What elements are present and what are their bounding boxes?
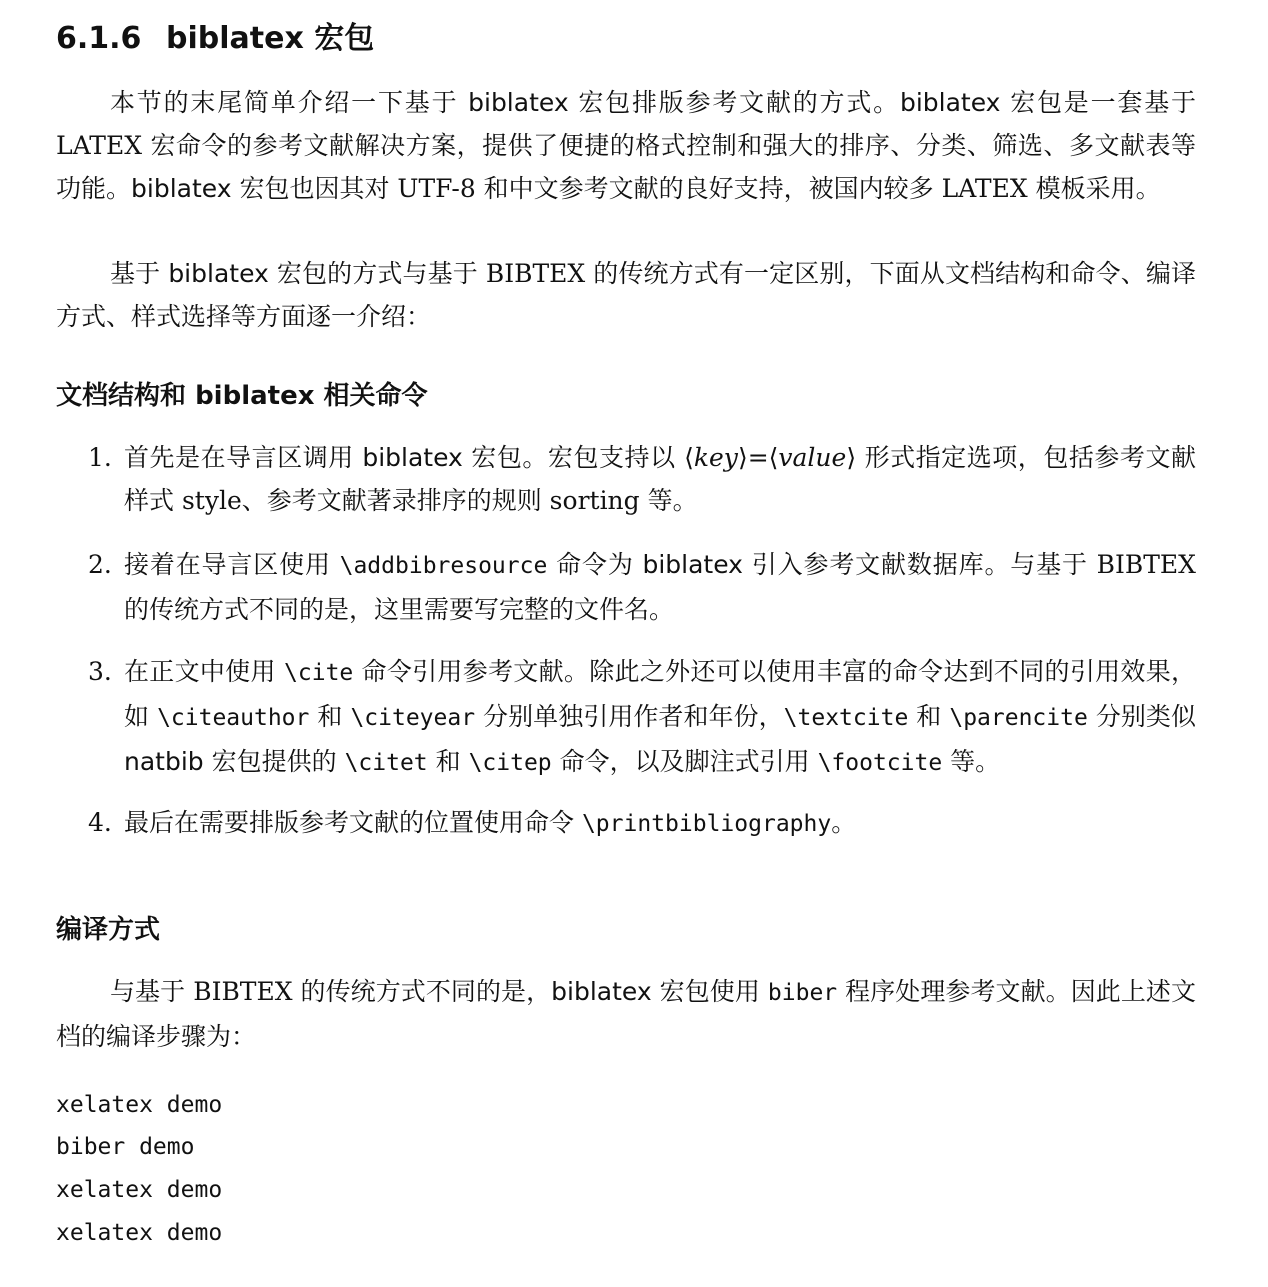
code-command: \citeauthor xyxy=(157,705,310,731)
section-title: biblatex 宏包 xyxy=(166,21,375,56)
text-run: 接着在导言区使用 xyxy=(124,550,340,579)
code-line: xelatex demo xyxy=(56,1092,223,1118)
text-run: 命令引用参考文献。除此之外还可以使用丰富的命令达到不同的引用效果，如 xyxy=(124,657,1197,731)
text-run: 宏包是一套基于 LATEX 宏命令的参考文献解决方案，提供了便捷的格式控制和强大的排序、分类、筛选、多文献表等功能。 xyxy=(56,88,1196,203)
list-item-text xyxy=(124,543,1196,631)
text-run: 首先是在导言区调用 xyxy=(124,443,363,472)
code-command: \cite xyxy=(284,660,354,686)
text-run: 宏包的方式与基于 BIBTEX 的传统方式有一定区别，下面从文档结构和命令、编译方式、样式选择等方面逐一介绍： xyxy=(56,259,1197,331)
text-run: 最后在需要排版参考文献的位置使用命令 xyxy=(124,808,582,837)
text-run: 文档结构和 xyxy=(56,381,196,411)
text-run: 与基于 BIBTEX 的传统方式不同的是， xyxy=(110,977,552,1006)
package-name: biblatex xyxy=(642,550,743,579)
package-name: natbib xyxy=(124,747,204,776)
code-command: \citet xyxy=(344,750,428,776)
intro-paragraph-2 xyxy=(56,252,1196,338)
text-run: 基于 xyxy=(110,259,169,288)
list-item xyxy=(88,436,1196,522)
list-item-text xyxy=(124,650,1196,785)
text-run: ⟩ 形式指定选项，包括参考文献样式 style、参考文献著录排序的规则 sorting 等。 xyxy=(124,443,1197,515)
text-run: 程序处理参考文献。因此上述文档的编译步骤为： xyxy=(56,977,1196,1051)
code-line: xelatex demo xyxy=(56,1177,223,1203)
list-item-text xyxy=(124,436,1196,522)
text-run: 。 xyxy=(831,808,857,837)
text-run: 命令为 xyxy=(547,550,643,579)
code-command: \parencite xyxy=(949,705,1088,731)
code-command: \addbibresource xyxy=(339,553,548,579)
package-name: biblatex xyxy=(131,174,232,203)
package-name: biblatex xyxy=(468,88,569,117)
text-run: 宏包也因其对 UTF-8 和中文参考文献的良好支持，被国内较多 LATEX 模板采用。 xyxy=(231,174,1161,203)
text-run: 等。 xyxy=(942,747,1001,776)
text-run: 分别类似 xyxy=(1087,702,1196,731)
text-run: 宏包使用 xyxy=(651,977,768,1006)
package-name: biblatex xyxy=(168,259,269,288)
text-run: 宏包提供的 xyxy=(203,747,345,776)
text-run: 和 xyxy=(309,702,351,731)
list-marker: 4. xyxy=(88,808,112,837)
text-run: 本节的末尾简单介绍一下基于 xyxy=(110,88,469,117)
code-command: \footcite xyxy=(817,750,943,776)
list-marker: 2. xyxy=(88,550,112,579)
text-run: 和 xyxy=(908,702,950,731)
compile-paragraph xyxy=(56,970,1196,1058)
subsection-heading-compile: 编译方式 xyxy=(56,915,161,945)
intro-paragraph-1 xyxy=(56,81,1196,210)
text-run: 宏包。宏包支持以 ⟨ xyxy=(462,443,694,472)
package-name: biblatex xyxy=(362,443,463,472)
text-run: ⟩=⟨ xyxy=(737,443,779,472)
section-heading xyxy=(56,18,374,60)
section-number: 6.1.6 xyxy=(56,21,142,56)
code-command: \textcite xyxy=(783,705,909,731)
list-marker: 3. xyxy=(88,657,112,686)
code-line: xelatex demo xyxy=(56,1220,223,1246)
code-command: \citep xyxy=(468,750,552,776)
code-line: biber demo xyxy=(56,1134,195,1160)
text-run: 宏包排版参考文献的方式。 xyxy=(568,88,900,117)
list-item-text xyxy=(124,801,1196,846)
placeholder-term: value xyxy=(778,443,847,472)
text-run: 在正文中使用 xyxy=(124,657,285,686)
package-name: biblatex xyxy=(551,977,652,1006)
text-run: 和 xyxy=(427,747,469,776)
package-name: biblatex xyxy=(195,381,315,411)
list-item xyxy=(88,650,1196,785)
placeholder-term: key xyxy=(693,443,738,472)
list-item xyxy=(88,801,1196,846)
text-run: 命令，以及脚注式引用 xyxy=(551,747,818,776)
list-marker: 1. xyxy=(88,443,112,472)
package-name: biblatex xyxy=(899,88,1001,117)
text-run: 分别单独引用作者和年份， xyxy=(475,702,784,731)
text-run: 引入参考文献数据库。与基于 BIBTEX 的传统方式不同的是，这里需要写完整的文件名。 xyxy=(124,550,1196,624)
code-command: biber xyxy=(767,980,838,1006)
text-run: 相关命令 xyxy=(314,381,428,411)
code-command: \citeyear xyxy=(350,705,476,731)
code-command: \printbibliography xyxy=(581,811,832,837)
subsection-heading-structure xyxy=(56,376,428,416)
list-item xyxy=(88,543,1196,631)
